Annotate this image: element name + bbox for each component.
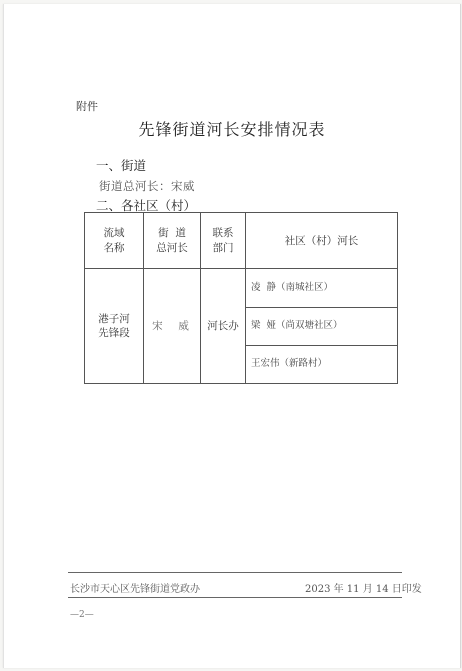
basin-line2: 先锋段	[98, 327, 130, 340]
table-row	[85, 269, 398, 307]
cell-contact-dept	[201, 269, 246, 384]
cell-street-chief	[144, 269, 201, 384]
community-chief-1: 凌 静（南城社区）	[246, 269, 398, 307]
community-chief-2: 梁 娅（尚双塘社区）	[246, 307, 398, 345]
street-chief-line: 街道总河长：宋威	[99, 179, 195, 193]
footer-issuer: 长沙市天心区先锋街道党政办	[70, 584, 200, 595]
section-street-heading: 一、街道	[96, 158, 147, 173]
header-chief-line2: 总河长	[156, 241, 188, 254]
appendix-label: 附件	[76, 100, 98, 113]
contact-dept-name: 河长办	[207, 320, 239, 333]
header-basin-name	[85, 213, 144, 269]
footer-top-rule	[68, 572, 402, 573]
header-street-chief	[144, 213, 201, 269]
footer-print-date: 2023 年 11 月 14 日印发	[305, 584, 422, 595]
header-chief-line1: 街 道	[158, 227, 186, 240]
header-dept-line2: 部门	[212, 241, 234, 254]
page-number: —2—	[70, 610, 94, 620]
river-chief-table	[84, 212, 398, 384]
table-header-row	[85, 213, 398, 269]
community-chief-3: 王宏伟（新路村）	[246, 345, 398, 383]
cell-basin-name	[85, 269, 144, 384]
document-title: 先锋街道河长安排情况表	[138, 120, 326, 139]
section-community-heading: 二、各社区（村）	[96, 198, 197, 213]
basin-line1: 港子河	[98, 312, 130, 325]
header-basin-line2: 名称	[103, 241, 125, 254]
header-community-chief: 社区（村）河长	[246, 213, 398, 269]
footer-bottom-rule	[68, 597, 402, 598]
header-basin-line1: 流域	[103, 227, 125, 240]
header-contact-dept	[201, 213, 246, 269]
street-chief-name: 宋 威	[152, 320, 192, 333]
document-page	[3, 4, 461, 668]
header-dept-line1: 联系	[212, 227, 234, 240]
